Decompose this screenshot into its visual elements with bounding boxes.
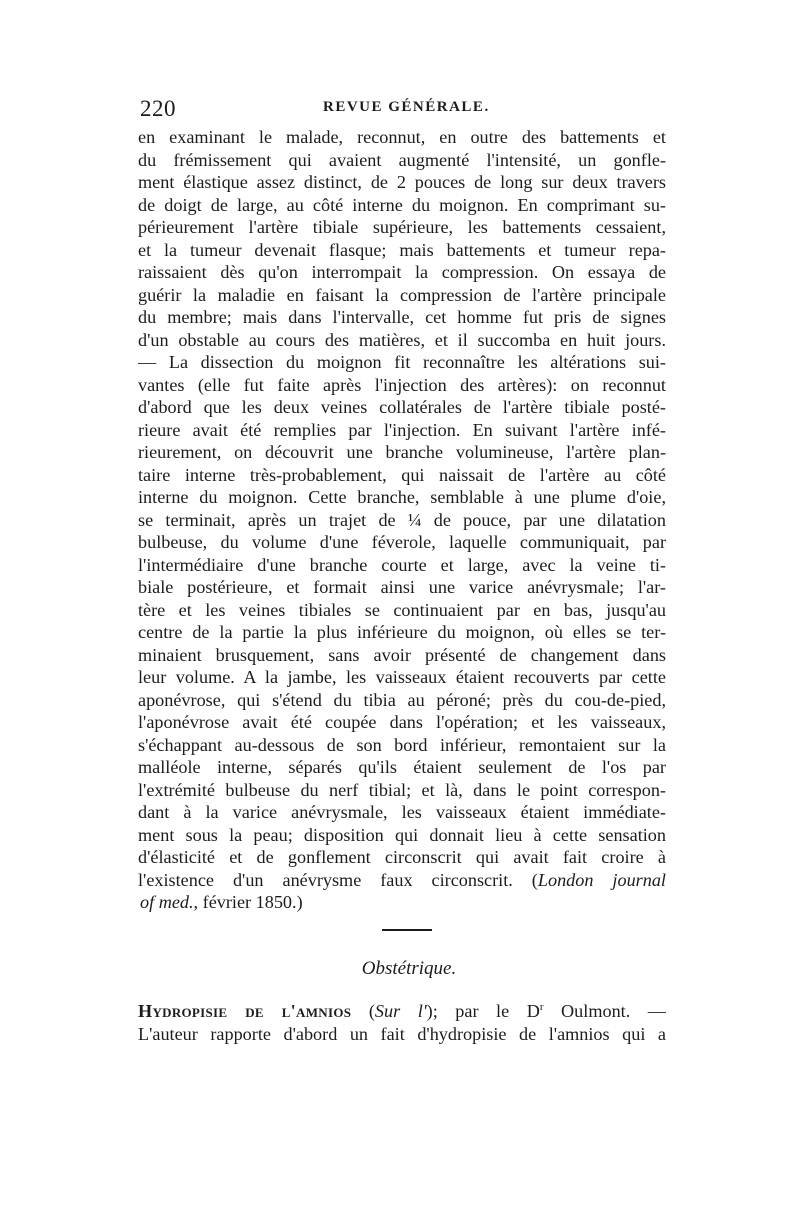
text-line: centre de la partie la plus inférieure du moignon, où elles se ter- xyxy=(138,622,666,642)
text-line: l'extrémité bulbeuse du nerf tibial; et là, dans le point correspon- xyxy=(138,779,666,800)
running-head: REVUE GÉNÉRALE. xyxy=(323,99,490,115)
text-line: interne du moignon. Cette branche, semblable à une plume d'oie, xyxy=(138,487,666,507)
section-title: Obstétrique. xyxy=(361,958,457,979)
citation-date: , février 1850.) xyxy=(193,892,303,912)
article-start xyxy=(138,1000,666,1045)
page-number: 220 xyxy=(140,96,176,121)
text-line: taire interne très-probablement, qui naissait de l'artère au côté xyxy=(138,464,666,485)
text-line: tère et les veines tibiales se continuaient par en bas, jusqu'au xyxy=(138,599,666,620)
text-line: de doigt de large, au côté interne du moignon. En comprimant su- xyxy=(138,194,666,215)
doctor-abbrev-sup: r xyxy=(539,1000,544,1013)
text-line: ment sous la peau; disposition qui donnait lieu à cette sensation xyxy=(138,824,666,845)
text-line: guérir la maladie en faisant la compression de l'artère principale xyxy=(138,284,666,305)
text-line: dant à la varice anévrysmale, les vaisseaux étaient immédiate- xyxy=(138,802,666,822)
text-line: d'un obstable au cours des matières, et il succomba en huit jours. xyxy=(138,329,666,350)
text-line: minaient brusquement, sans avoir présenté de changement dans xyxy=(138,644,666,665)
text-line: aponévrose, qui s'étend du tibia au péroné; près du cou-de-pied, xyxy=(138,689,666,710)
article-heading: Hydropisie de l'amnios xyxy=(138,1001,352,1021)
text-line: d'élasticité et de gonflement circonscrit qui avait fait croire à xyxy=(138,847,666,867)
text-line: s'échappant au-dessous de son bord inférieur, remontaient sur la xyxy=(138,734,666,755)
text-line: malléole interne, séparés qu'ils étaient seulement de l'os par xyxy=(138,757,666,777)
article-paren-open: ( xyxy=(351,1001,375,1021)
text-line-content: l'existence d'un anévrysme faux circonscrit. ( xyxy=(138,869,538,890)
text-line: bulbeuse, du volume d'une féverole, laquelle communiquait, par xyxy=(138,532,666,552)
body-text xyxy=(138,126,666,914)
section-divider xyxy=(382,929,432,931)
text-line: — La dissection du moignon fit reconnaître les altérations sui- xyxy=(138,352,666,372)
text-line: périeurement l'artère tibiale supérieure, les battements cessaient, xyxy=(138,217,666,237)
text-line: rieurement, on découvrit une branche volumineuse, l'artère plan- xyxy=(138,442,666,462)
article-paren-close: ); par le D xyxy=(426,1001,540,1021)
text-line: ment élastique assez distinct, de 2 pouces de long sur deux travers xyxy=(138,172,666,192)
text-line: et la tumeur devenait flasque; mais battements et tumeur repa- xyxy=(138,239,666,260)
citation-journal: London journal xyxy=(537,869,666,890)
text-line: en examinant le malade, reconnut, en outre des battements et xyxy=(138,127,666,147)
article-sur: Sur l' xyxy=(374,1001,427,1021)
text-line: l'aponévrose avait été coupée dans l'opération; et les vaisseaux, xyxy=(138,712,666,732)
text-line: se terminait, après un trajet de ¼ de pouce, par une dilatation xyxy=(138,509,666,530)
text-line: biale postérieure, et formait ainsi une varice anévrysmale; l'ar- xyxy=(138,577,666,597)
article-heading-line xyxy=(138,1000,666,1023)
text-line: du frémissement qui avaient augmenté l'intensité, un gonfle- xyxy=(138,149,666,170)
text-line: l'intermédiaire d'une branche courte et large, avec la veine ti- xyxy=(138,554,666,575)
text-line: L'auteur rapporte d'abord un fait d'hydropisie de l'amnios qui a xyxy=(138,1023,666,1044)
section-heading xyxy=(138,958,666,980)
text-line: leur volume. A la jambe, les vaisseaux étaient recouverts par cette xyxy=(138,667,666,687)
citation-line xyxy=(138,891,666,914)
text-line: raissaient dès qu'on interrompait la compression. On essaya de xyxy=(138,262,666,282)
page-header xyxy=(138,96,668,126)
article-author: Oulmont. — xyxy=(543,1001,666,1021)
text-line: rieure avait été remplies par l'injection. En suivant l'artère infé- xyxy=(138,419,666,440)
text-line: vantes (elle fut faite après l'injection des artères): on reconnut xyxy=(138,374,666,395)
text-line: du membre; mais dans l'intervalle, cet homme fut pris de signes xyxy=(138,307,666,327)
text-line-with-citation xyxy=(138,869,666,892)
citation-journal-abbrev: of med. xyxy=(140,892,194,912)
text-line: d'abord que les deux veines collatérales de l'artère tibiale posté- xyxy=(138,397,666,417)
